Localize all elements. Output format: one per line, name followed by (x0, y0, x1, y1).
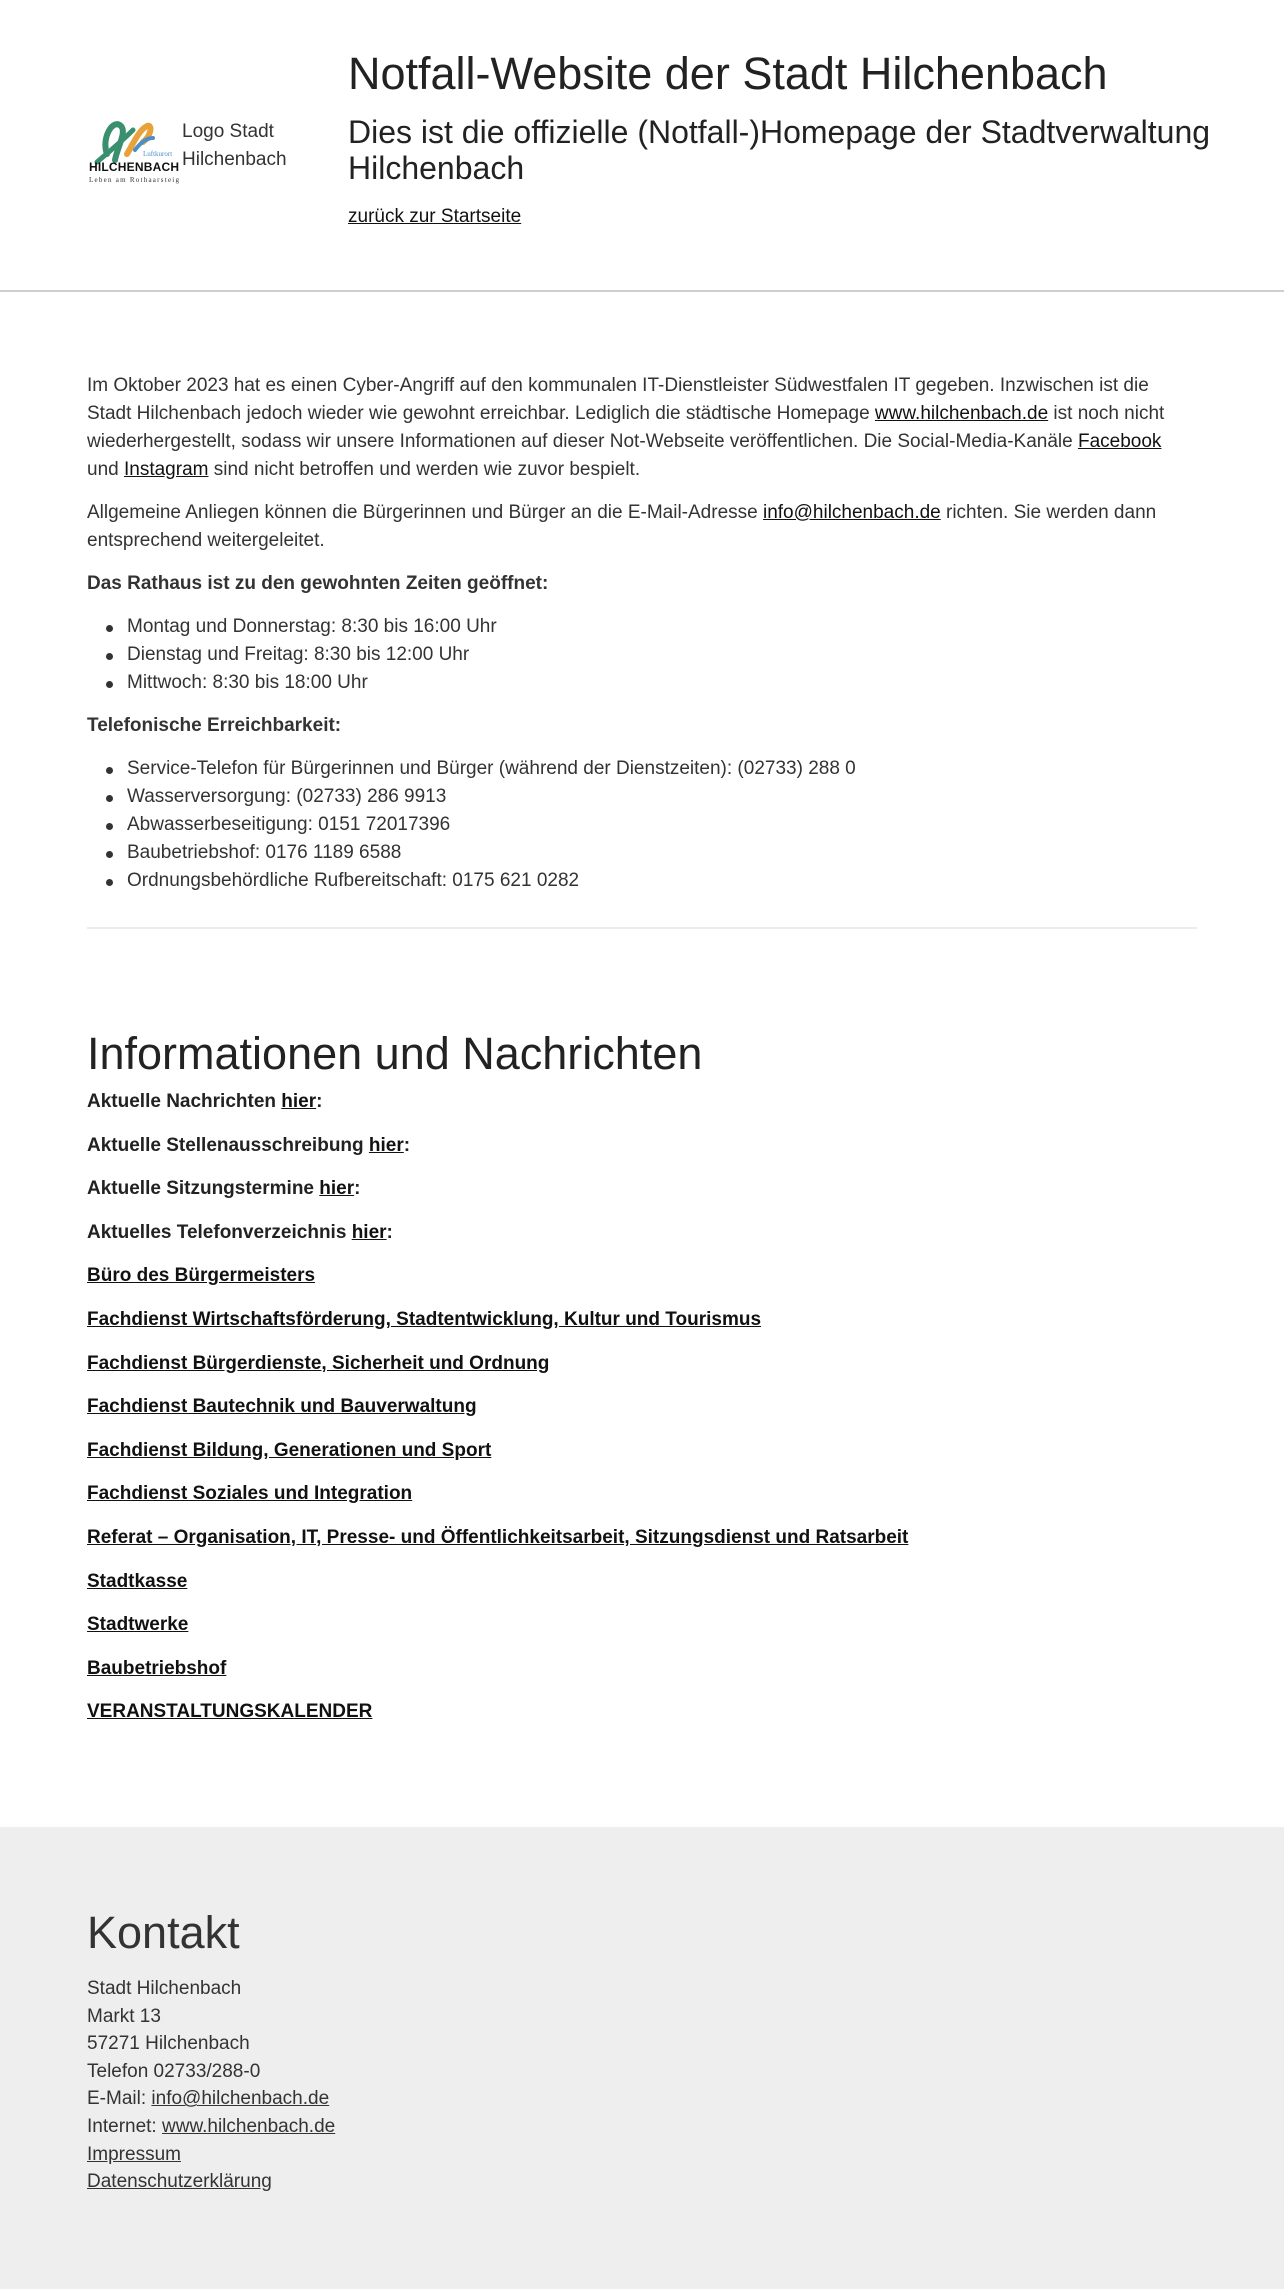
footer-name: Stadt Hilchenbach (87, 1978, 242, 1999)
list-item: Montag und Donnerstag: 8:30 bis 16:00 Uhr (127, 613, 1197, 641)
intro-paragraph (87, 372, 1197, 484)
department-link[interactable]: Fachdienst Bildung, Generationen und Sport (87, 1439, 492, 1461)
logo[interactable] (87, 108, 307, 188)
news-line-suffix: : (316, 1091, 323, 1112)
list-item: Mittwoch: 8:30 bis 18:00 Uhr (127, 669, 1197, 697)
contact-text: richten. Sie werden dann entsprechend weitergeleitet. (87, 502, 1157, 551)
news-line-telefon (87, 1219, 1197, 1247)
list-item: Baubetriebshof: 0176 1189 6588 (127, 839, 1197, 867)
footer-email-label: E-Mail: (87, 2088, 152, 2110)
intro-text: sind nicht betroffen und werden wie zuvor bespielt. (208, 459, 641, 480)
department-link[interactable]: Stadtwerke (87, 1614, 189, 1636)
footer-phone: Telefon 02733/288-0 (87, 2060, 261, 2082)
news-line-suffix: : (403, 1134, 411, 1156)
department-link[interactable]: Referat – Organisation, IT, Presse- und Öffentlichkeitsarbeit, Sitzungsdienst und Ratsarbeit (87, 1526, 909, 1548)
logo-alt-text: Logo Stadt Hilchenbach (182, 121, 287, 170)
list-item: Abwasserbeseitigung: 0151 72017396 (127, 811, 1197, 839)
footer-street: Markt 13 (87, 2005, 161, 2027)
footer-internet-link[interactable]: www.hilchenbach.de (162, 2115, 336, 2137)
event-calendar-link[interactable]: VERANSTALTUNGSKALENDER (87, 1701, 373, 1723)
contact-paragraph (87, 499, 1197, 555)
footer-title: Kontakt (87, 1907, 240, 1958)
section-divider (87, 927, 1197, 929)
facebook-link[interactable]: Facebook (1077, 431, 1162, 452)
news-title: Informationen und Nachrichten (87, 1028, 703, 1079)
logo-tagline: Leben am Rothaarsteig (89, 176, 179, 184)
phone-list (87, 755, 1197, 895)
list-item: Wasserversorgung: (02733) 286 9913 (127, 783, 1197, 811)
news-link-here[interactable]: hier (281, 1091, 317, 1112)
instagram-link[interactable]: Instagram (123, 459, 209, 480)
intro-text: und (87, 459, 124, 480)
main-content (87, 372, 1197, 910)
jobs-link-here[interactable]: hier (368, 1134, 404, 1156)
opening-hours-heading: Das Rathaus ist zu den gewohnten Zeiten geöffnet: (87, 573, 549, 594)
news-section (87, 1024, 1197, 1742)
list-item: Service-Telefon für Bürgerinnen und Bürger (während der Dienstzeiten): (02733) 288 0 (127, 755, 1197, 783)
news-line-suffix: : (354, 1178, 361, 1200)
news-line-label: Aktuelle Nachrichten (87, 1091, 282, 1112)
footer-email-row (87, 2085, 1197, 2113)
impressum-link[interactable]: Impressum (87, 2143, 181, 2165)
department-link[interactable]: Fachdienst Bautechnik und Bauverwaltung (87, 1396, 477, 1418)
hilchenbach-logo-icon (87, 108, 181, 188)
meetings-link-here[interactable]: hier (319, 1178, 355, 1200)
phone-heading: Telefonische Erreichbarkeit: (87, 715, 342, 736)
news-line-sitzungen (87, 1175, 1197, 1203)
news-line-label: Aktuelles Telefonverzeichnis (87, 1221, 352, 1243)
department-link[interactable]: Stadtkasse (87, 1570, 188, 1592)
contact-text: Allgemeine Anliegen können die Bürgerinnen und Bürger an die E-Mail-Adresse (87, 502, 763, 523)
logo-wordmark: HILCHENBACH (89, 160, 179, 174)
news-line-suffix: : (386, 1221, 393, 1243)
header-text (348, 46, 1228, 230)
logo-small-text: Luftkurort (143, 150, 173, 158)
list-item: Dienstag und Freitag: 8:30 bis 12:00 Uhr (127, 641, 1197, 669)
intro-text: ist noch nicht wiederhergestellt, sodass wir unsere Informationen auf dieser Not-Webseite veröffentlichen. Die Social-Media-Kanäle (87, 403, 1165, 452)
department-link[interactable]: Fachdienst Bürgerdienste, Sicherheit und Ordnung (87, 1352, 550, 1374)
intro-text: Im Oktober 2023 hat es einen Cyber-Angriff auf den kommunalen IT-Dienstleister Südwestfalen IT gegeben. Inzwischen ist die Stadt Hilchenbach jedoch wieder wie gewohnt erreichbar. Lediglich die städtische Homepage (87, 375, 1149, 424)
opening-hours-list (87, 613, 1197, 697)
department-link[interactable]: Baubetriebshof (87, 1657, 227, 1679)
footer-internet-row (87, 2113, 1197, 2141)
department-link[interactable]: Büro des Bürgermeisters (87, 1265, 316, 1287)
footer-city: 57271 Hilchenbach (87, 2033, 250, 2055)
info-email-link[interactable]: info@hilchenbach.de (762, 502, 941, 523)
news-line-label: Aktuelle Sitzungstermine (87, 1178, 320, 1200)
footer-impressum-row (87, 2141, 1197, 2169)
news-line-nachrichten (87, 1088, 1197, 1116)
site-subtitle: Dies ist die offizielle (Notfall-)Homepage der Stadtverwaltung Hilchenbach (348, 114, 1211, 186)
footer-privacy-row (87, 2168, 1197, 2196)
homepage-link[interactable]: www.hilchenbach.de (874, 403, 1049, 424)
footer-email-link[interactable]: info@hilchenbach.de (151, 2088, 330, 2110)
news-line-label: Aktuelle Stellenausschreibung (87, 1134, 369, 1156)
department-link[interactable]: Fachdienst Wirtschaftsförderung, Stadtentwicklung, Kultur und Tourismus (87, 1308, 762, 1330)
list-item: Ordnungsbehördliche Rufbereitschaft: 0175 621 0282 (127, 867, 1197, 895)
site-header (0, 0, 1284, 292)
back-to-home-link[interactable]: zurück zur Startseite (348, 206, 522, 227)
privacy-link[interactable]: Datenschutzerklärung (87, 2171, 272, 2193)
site-footer (0, 1827, 1284, 2289)
department-link[interactable]: Fachdienst Soziales und Integration (87, 1483, 413, 1505)
phonebook-link-here[interactable]: hier (351, 1221, 387, 1243)
site-title: Notfall-Website der Stadt Hilchenbach (348, 48, 1108, 99)
news-line-stellen (87, 1132, 1197, 1160)
footer-internet-label: Internet: (87, 2115, 162, 2137)
footer-contact (87, 1903, 1197, 2196)
